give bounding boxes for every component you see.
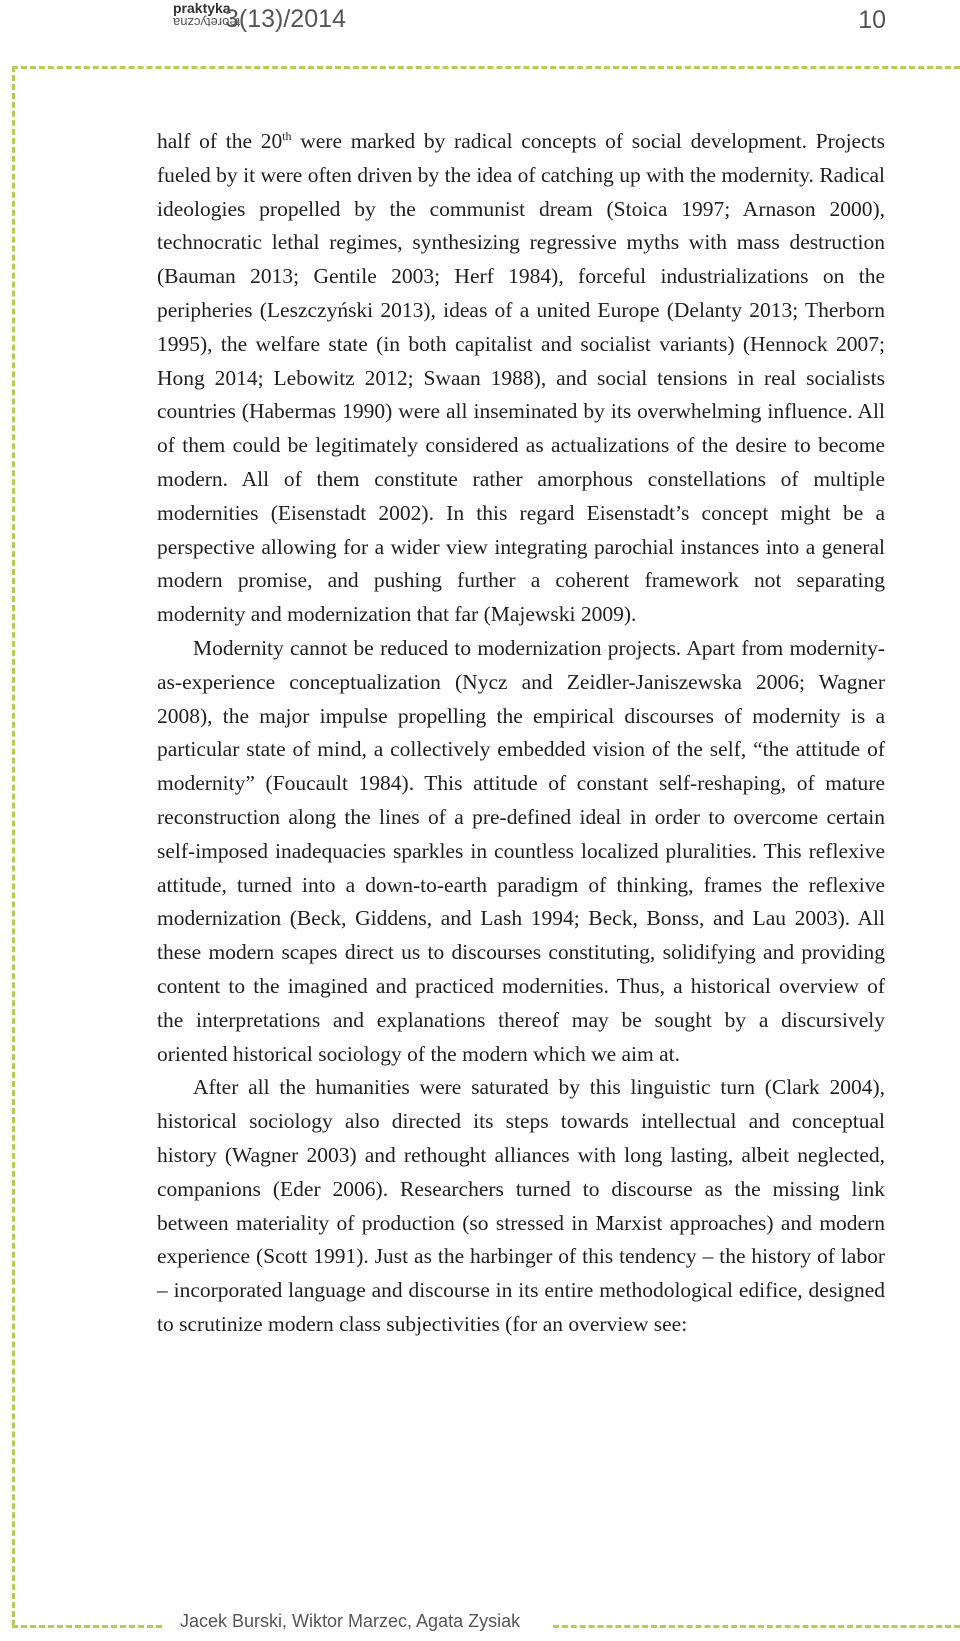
- ordinal-superscript: th: [282, 128, 292, 143]
- paragraph-1-rest: were marked by radical concepts of social development. Projects fueled by it were often driven by the idea of catching up with the modernity. Radical ideologies propelled by the communist dream (Stoica 1997; Arnason 2000), technocratic lethal regimes, synthesizing regressive myths with mass destruction (Bauman 2013; Gentile 2003; Herf 1984), forceful industrializations on the peripheries (Leszczyński 2013), ideas of a united Europe (Delanty 2013; Therborn 1995), the welfare state (in both capitalist and socialist variants) (Hennock 2007; Hong 2014; Lebowitz 2012; Swaan 1988), and social tensions in real socialists countries (Habermas 1990) were all inseminated by its overwhelming influence. All of them could be legitimately considered as actualizations of the desire to become modern. All of them constitute rather amorphous constellations of multiple modernities (Eisenstadt 2002). In this regard Eisenstadt’s concept might be a perspective allowing for a wider view integrating parochial instances into a general modern promise, and pushing further a coherent framework not separating modernity and modernization that far (Majewski 2009).: [157, 129, 885, 627]
- paragraph-2: Modernity cannot be reduced to modernization projects. Apart from modernity-as-experience conceptualization (Nycz and Zeidler-Janiszewska 2006; Wagner 2008), the major impulse propelling the empirical discourses of modernity is a particular state of mind, a collectively embedded vision of the self, “the attitude of modernity” (Foucault 1984). This attitude of constant self-reshaping, of mature reconstruction along the lines of a pre-defined ideal in order to overcome certain self-imposed inadequacies sparkles in countless localized pluralities. This reflexive attitude, turned into a down-to-earth paradigm of thinking, frames the reflexive modernization (Beck, Giddens, and Lash 1994; Beck, Bonss, and Lau 2003). All these modern scapes direct us to discourses constituting, solidifying and providing content to the imagined and practiced modernities. Thus, a historical overview of the interpretations and explanations thereof may be sought by a discursively oriented historical sociology of the modern which we aim at.: [157, 635, 885, 1066]
- paragraph-1: [157, 125, 885, 632]
- logo-top-text: praktyka: [173, 0, 231, 16]
- paragraph-3: After all the humanities were saturated by this linguistic turn (Clark 2004), historical sociology also directed its steps towards intellectual and conceptual history (Wagner 2003) and rethought alliances with long lasting, albeit neglected, companions (Eder 2006). Researchers turned to discourse as the missing link between materiality of production (so stressed in Marxist approaches) and modern experience (Scott 1991). Just as the harbinger of this tendency – the history of labor – incorporated language and discourse in its entire methodological edifice, designed to scrutinize modern class subjectivities (for an overview see:: [157, 1075, 885, 1336]
- footer-authors: Jacek Burski, Wiktor Marzec, Agata Zysiak: [180, 1611, 521, 1631]
- issue-number: 3(13)/2014: [225, 5, 346, 33]
- page-header: [0, 0, 960, 60]
- frame-top-border: [12, 66, 960, 69]
- paragraph-1-start: half of the 20: [157, 129, 283, 153]
- logo-bottom-text: teoretyczna: [173, 15, 241, 30]
- frame-bottom-border-left: [12, 1625, 162, 1628]
- frame-left-border: [12, 66, 15, 1626]
- frame-bottom-border-right: [553, 1625, 960, 1628]
- page-number: 10: [858, 6, 886, 34]
- article-body: [157, 125, 885, 1342]
